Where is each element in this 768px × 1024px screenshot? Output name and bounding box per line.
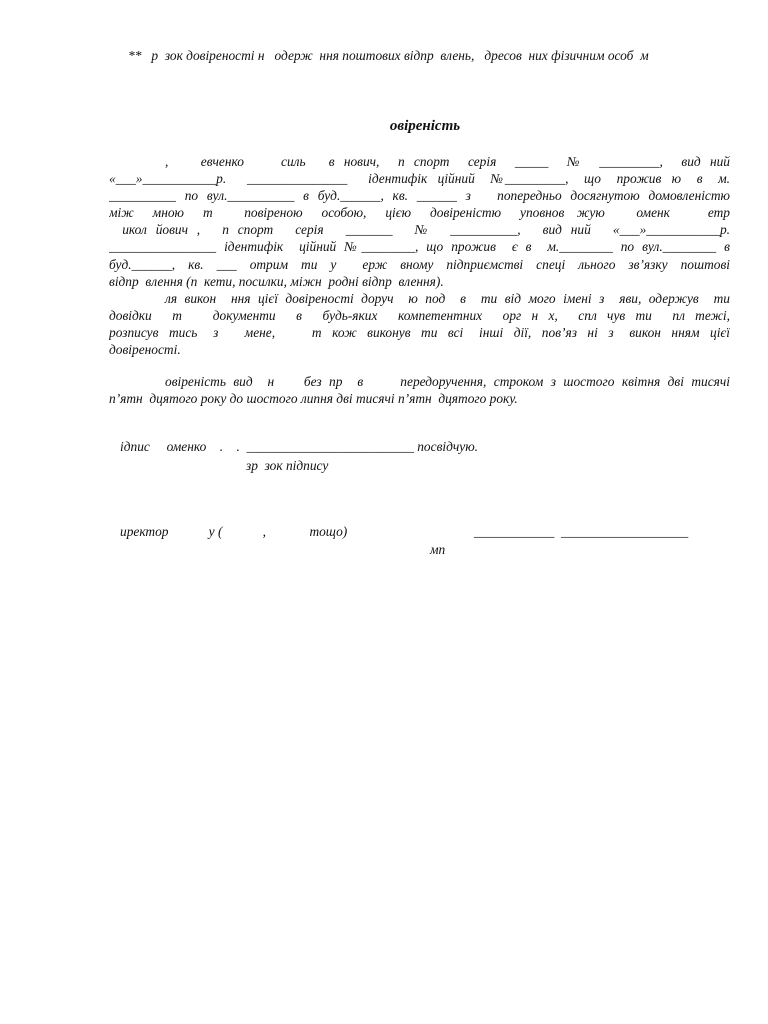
paragraph-line: ________________ ідентифік ційний №________, що прожив є в м.________ по вул.________ в [109, 239, 730, 255]
paragraph-line: __________ по вул.__________ в буд.______, кв. ______ з попередньо досягнутою домовленістю [109, 188, 730, 204]
paragraph-line: розписув тись з мене, т кож виконув ти всі інші дії, пов’яз ні з викон нням цієї [109, 325, 730, 341]
paragraph-line: ля викон ння цієї довіреності доруч ю под в ти від мого імені з яви, одержув ти [165, 291, 730, 306]
paragraph-line: довіреності. [109, 342, 181, 358]
director-signature-blanks: ____________ ___________________ [474, 524, 689, 539]
paragraph-line: «___»___________р. _______________ ідентифік ційний №_________, що прожив ю в м. [109, 171, 730, 187]
paragraph-principal-agent [109, 153, 730, 290]
paragraph-line: икол йович , п спорт серія _______ № __________, вид ний «___»___________р. [109, 222, 730, 238]
paragraph-line: довідки т документи в будь-яких компетентних орг н х, спл чув ти пл тежі, [109, 308, 730, 324]
signature-line: ідпис оменко . . _________________________ посвідчую. [120, 439, 478, 454]
director-line: иректор у ( , тощо) [120, 524, 348, 539]
stamp-label: мп [430, 542, 446, 557]
paragraph-line: відпр влення (п кети, посилки, міжн родні відпр влення). [109, 273, 444, 289]
signature-caption: зр зок підпису [246, 458, 329, 473]
paragraph-powers [109, 290, 730, 358]
paragraph-line: п’ятн дцятого року до шостого липня дві тисячі п’ятн дцятого року. [109, 391, 518, 407]
paragraph-line: буд.______, кв. ___ отрим ти у ерж вному підприємстві спеці льного зв’язку поштові [109, 256, 730, 272]
paragraph-line: між мною т повіреною особою, цією довіреністю уповнов жую оменк етр [109, 205, 730, 221]
document-title: овіреність [389, 118, 461, 134]
paragraph-validity [109, 373, 730, 407]
paragraph-line: овіреність вид н без пр в передоручення, строком з шостого квітня дві тисячі [165, 374, 730, 389]
paragraph-line: , евченко силь в нович, п спорт серія _____ № _________, вид ний [165, 154, 730, 169]
document-header: ** р зок довіреності н одерж ння поштових відпр влень, дресов них фізичним особ м [128, 48, 649, 63]
